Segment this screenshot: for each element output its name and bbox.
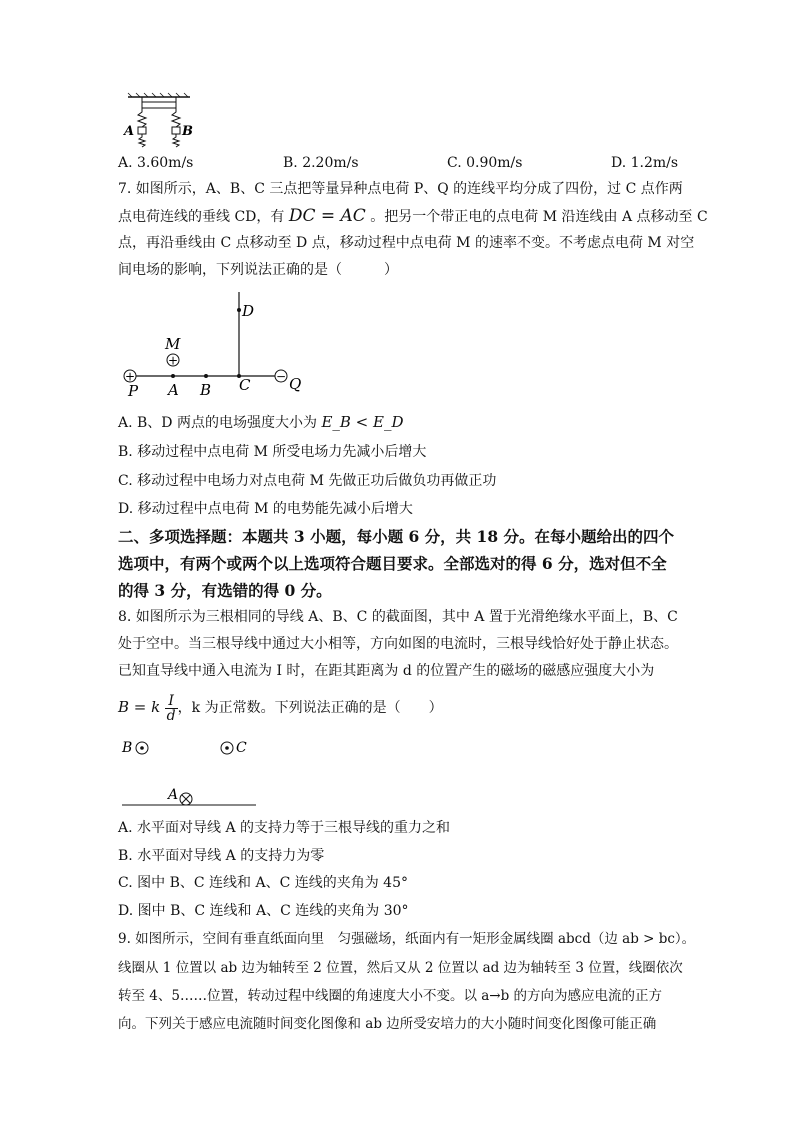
charge-p-sign: + <box>124 369 136 384</box>
section2-line-2: 选项中，有两个或两个以上选项符合题目要求。全部选对的得 6 分，选对但不全 <box>118 554 667 573</box>
q6-figure <box>118 92 198 152</box>
q8-formula-den: d <box>166 707 176 724</box>
q7-formula-eb-ed: E_B < E_D <box>321 413 404 431</box>
q8-option-a: A. 水平面对导线 A 的支持力等于三根导线的重力之和 <box>118 820 451 836</box>
wire-c-label: C <box>236 740 247 756</box>
wire-a-label: A <box>168 787 179 803</box>
q7-line-1: 7. 如图所示，A、B、C 三点把等量异种点电荷 P、Q 的连线平均分成了四份，过 C 点作两 <box>118 181 683 197</box>
q7-option-c: C. 移动过程中电场力对点电荷 M 先做正功后做负功再做正功 <box>118 473 497 489</box>
q6-option-a: A. 3.60m/s <box>118 155 194 171</box>
point-a <box>171 374 175 378</box>
q6-option-c: C. 0.90m/s <box>447 155 523 171</box>
q8-formula-lhs: B = k <box>118 698 161 716</box>
q8-line-4 <box>118 692 443 723</box>
section2-line-1: 二、多项选择题：本题共 3 小题，每小题 6 分，共 18 分。在每小题给出的四个 <box>118 527 675 546</box>
charge-m-sign: + <box>167 353 179 368</box>
label-b: B <box>200 381 212 399</box>
q7-line-2a: 点电荷连线的垂线 CD，有 <box>118 209 289 225</box>
label-m: M <box>165 335 181 353</box>
q7-line-2b: 。把另一个带正电的点电荷 M 沿连线由 A 点移动至 C <box>365 209 708 225</box>
q6-label-a: A <box>124 124 135 139</box>
q7-option-b: B. 移动过程中点电荷 M 所受电场力先减小后增大 <box>118 444 427 460</box>
q9-line-1: 9. 如图所示，空间有垂直纸面向里 匀强磁场，纸面内有一矩形金属线圈 abcd（边 ab > bc）。 <box>118 931 696 947</box>
q7-formula-dc-ac: DC = AC <box>288 206 366 226</box>
q9-line-2: 线圈从 1 位置以 ab 边为轴转至 2 位置，然后又从 2 位置以 ad 边为轴转至 3 位置，线圈依次 <box>118 960 683 976</box>
point-b <box>204 374 208 378</box>
q7-figure <box>118 290 318 400</box>
q8-line-3: 已知直导线中通入电流为 I 时，在距其距离为 d 的位置产生的磁场的磁感应强度大小为 <box>118 663 655 679</box>
label-c: C <box>239 376 251 394</box>
q7-line-2 <box>118 206 708 227</box>
label-q: Q <box>289 375 302 393</box>
q8-option-c: C. 图中 B、C 连线和 A、C 连线的夹角为 45° <box>118 875 409 891</box>
q6-option-d: D. 1.2m/s <box>611 155 679 171</box>
q9-line-3: 转至 4、5……位置，转动过程中线圈的角速度大小不变。以 a→b 的方向为感应电流的正方 <box>118 988 663 1004</box>
point-d <box>237 308 241 312</box>
label-p: P <box>128 382 139 400</box>
q7-line-3: 点，再沿垂线由 C 点移动至 D 点，移动过程中点电荷 M 的速率不变。不考虑点电荷 M 对空 <box>118 235 695 251</box>
q9-line-4: 向。下列关于感应电流随时间变化图像和 ab 边所受安培力的大小随时间变化图像可能正确 <box>118 1016 657 1032</box>
label-a: A <box>168 381 179 399</box>
charge-q-sign: − <box>275 369 287 384</box>
label-d: D <box>242 302 255 320</box>
wire-b-label: B <box>122 740 133 756</box>
q8-figure <box>118 735 268 810</box>
q6-label-b: B <box>182 124 193 139</box>
q7-line-4: 间电场的影响，下列说法正确的是（ ） <box>118 262 398 278</box>
q8-option-d: D. 图中 B、C 连线和 A、C 连线的夹角为 30° <box>118 903 409 919</box>
q8-line-2: 处于空中。当三根导线中通过大小相等，方向如图的电流时，三根导线恰好处于静止状态。 <box>118 636 678 652</box>
q8-formula-fraction <box>165 694 178 723</box>
section2-line-3: 的得 3 分，有选错的得 0 分。 <box>118 581 332 600</box>
q7-option-d: D. 移动过程中点电荷 M 的电势能先减小后增大 <box>118 501 413 517</box>
q7-option-a-text: A. B、D 两点的电场强度大小为 <box>118 415 322 431</box>
q8-option-b: B. 水平面对导线 A 的支持力为零 <box>118 848 325 864</box>
q7-option-a <box>118 412 404 433</box>
q8-line-4-rest: ，k 为正常数。下列说法正确的是（ ） <box>177 700 443 716</box>
q6-option-b: B. 2.20m/s <box>283 155 359 171</box>
q8-line-1: 8. 如图所示为三根相同的导线 A、B、C 的截面图，其中 A 置于光滑绝缘水平面上，B、C <box>118 609 678 625</box>
q8-formula-num: I <box>165 694 178 709</box>
